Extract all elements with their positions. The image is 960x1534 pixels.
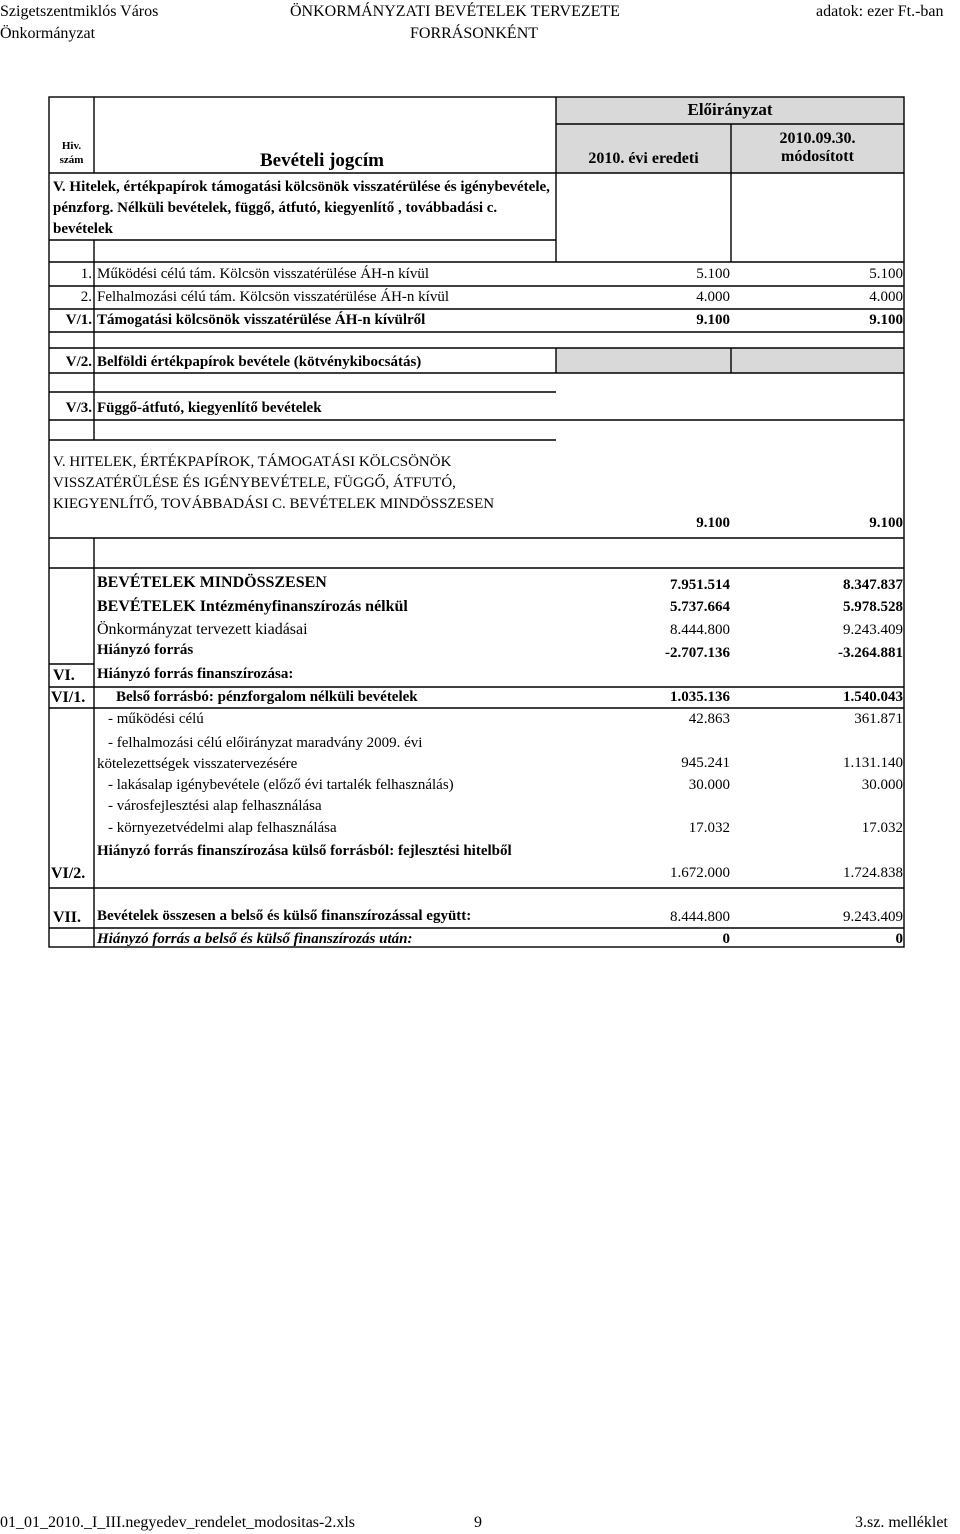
modositott-header-1: 2010.09.30.: [779, 130, 856, 147]
summary-code: VI.: [53, 667, 75, 684]
summary-label: BEVÉTELEK Intézményfinanszírozás nélkül: [97, 598, 408, 615]
row-mod: 4.000: [869, 289, 903, 305]
summary-mod: 30.000: [861, 777, 903, 793]
v-total-orig: 9.100: [696, 515, 730, 531]
row-label: Belföldi értékpapírok bevétele (kötvénykibocsátás): [97, 354, 422, 370]
v-total-mod: 9.100: [869, 515, 903, 531]
summary-label: Önkormányzat tervezett kiadásai: [97, 621, 308, 638]
row-label: Támogatási kölcsönök visszatérülése ÁH-n kívülről: [97, 312, 426, 328]
v-total-label: V. HITELEK, ÉRTÉKPAPÍROK, TÁMOGATÁSI KÖLCSÖNÖK VISSZATÉRÜLÉSE ÉS IGÉNYBEVÉTELE, FÜGGŐ, ÁTFUTÓ, KIEGYENLÍTŐ, TOVÁBBADÁSI C. BEVÉTELEK MINDÖSSZESEN: [53, 454, 495, 512]
summary-mod: 9.243.409: [843, 909, 903, 925]
document-title: ÖNKORMÁNYZATI BEVÉTELEK TERVEZETE: [290, 3, 620, 20]
footer-page-number: 9: [474, 1514, 482, 1531]
row-code: V/1.: [65, 312, 92, 328]
summary-label: BEVÉTELEK MINDÖSSZESEN: [97, 574, 327, 591]
summary-label: Bevételek összesen a belső és külső finanszírozással együtt:: [97, 908, 472, 924]
summary-orig: 1.672.000: [670, 865, 730, 881]
summary-label: Hiányzó forrás: [97, 642, 194, 658]
row-orig: 4.000: [696, 289, 730, 305]
row-mod: 5.100: [869, 266, 903, 282]
row-orig: 5.100: [696, 266, 730, 282]
summary-mod: 1.131.140: [843, 755, 903, 771]
row-code: V/3.: [65, 400, 92, 416]
summary-orig: 945.241: [681, 755, 730, 771]
jogcim-header: Bevételi jogcím: [260, 150, 384, 171]
summary-label: - városfejlesztési alap felhasználása: [108, 798, 322, 814]
summary-label: Hiányzó forrás finanszírozása:: [97, 666, 294, 682]
summary-orig: 7.951.514: [670, 577, 730, 593]
summary-label: Hiányzó forrás finanszírozása külső forrásból: fejlesztési hitelből: [97, 843, 512, 859]
hiv-label-2: szám: [59, 154, 84, 166]
summary-mod: 5.978.528: [843, 599, 903, 615]
footer-filename: 01_01_2010._I_III.negyedev_rendelet_modositas-2.xls: [0, 1514, 356, 1531]
summary-label: Hiányzó forrás a belső és külső finanszírozás után:: [97, 931, 413, 947]
summary-mod: 9.243.409: [843, 622, 903, 638]
summary-mod: 1.724.838: [843, 865, 903, 881]
summary-orig: 5.737.664: [670, 599, 730, 615]
summary-code: VII.: [53, 909, 82, 926]
summary-orig: 17.032: [688, 820, 730, 836]
summary-mod: 361.871: [854, 711, 903, 727]
unit-note: adatok: ezer Ft.-ban: [816, 3, 944, 20]
summary-label: Belső forrásbó: pénzforgalom nélküli bevételek: [116, 689, 418, 705]
row-label: Felhalmozási célú tám. Kölcsön visszatérülése ÁH-n kívül: [97, 289, 449, 305]
issuer-name-2: Önkormányzat: [0, 25, 96, 42]
summary-label: - lakásalap igénybevétele (előző évi tartalék felhasználás): [108, 777, 454, 793]
summary-label: - felhalmozási célú előirányzat maradvány 2009. évi kötelezettségek visszatervezésére: [97, 735, 423, 772]
hiv-label-1: Hiv.: [61, 140, 82, 152]
row-label: Működési célú tám. Kölcsön visszatérülése ÁH-n kívül: [97, 266, 430, 282]
summary-orig: 42.863: [688, 711, 730, 727]
row-mod: 9.100: [869, 312, 903, 328]
issuer-name: Szigetszentmiklós Város: [0, 3, 159, 20]
document-subtitle: FORRÁSONKÉNT: [410, 25, 539, 42]
footer-appendix: 3.sz. melléklet: [855, 1514, 948, 1531]
summary-label: - működési célú: [108, 711, 204, 727]
summary-mod: 0: [895, 931, 903, 947]
summary-mod: 17.032: [861, 820, 903, 836]
summary-orig: 8.444.800: [670, 909, 730, 925]
summary-orig: 1.035.136: [670, 689, 730, 705]
summary-mod: -3.264.881: [838, 645, 903, 661]
eredeti-header: 2010. évi eredeti: [588, 150, 699, 167]
modositott-header-2: módosított: [781, 148, 854, 165]
row-code: 2.: [80, 289, 92, 305]
row-label: Függő-átfutó, kiegyenlítő bevételek: [97, 400, 322, 416]
summary-orig: 0: [722, 931, 730, 947]
summary-mod: 8.347.837: [843, 577, 903, 593]
summary-orig: 30.000: [688, 777, 730, 793]
modositott-header: [731, 130, 904, 166]
summary-code: VI/2.: [51, 865, 86, 882]
section-v-title: V. Hitelek, értékpapírok támogatási kölcsönök visszatérülése és igénybevétele, pénzforg. Nélküli bevételek, függő, átfutó, kiegyenlítő , továbbadási c. bevételek: [53, 179, 550, 237]
hiv-label: [49, 139, 94, 167]
row-code: 1.: [80, 266, 92, 282]
row-code: V/2.: [65, 354, 92, 370]
summary-mod: 1.540.043: [843, 689, 903, 705]
eloiranyzat-header: Előirányzat: [687, 100, 773, 119]
summary-label: - környezetvédelmi alap felhasználása: [108, 820, 337, 836]
summary-code: VI/1.: [51, 689, 86, 706]
row-orig: 9.100: [696, 312, 730, 328]
summary-orig: 8.444.800: [670, 622, 730, 638]
summary-orig: -2.707.136: [665, 645, 730, 661]
